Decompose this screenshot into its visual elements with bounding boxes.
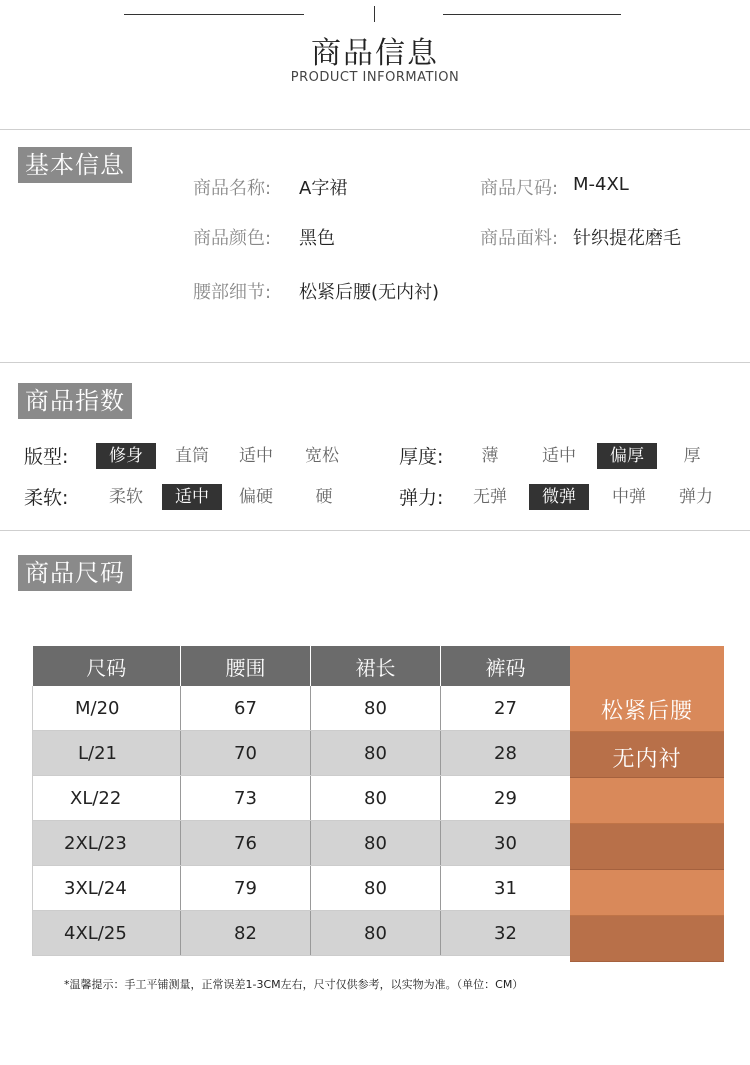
index-name-fit: 版型: [24, 446, 69, 468]
cell: 2XL/23 [33, 821, 181, 866]
index-option: 无弹 [473, 487, 507, 507]
index-name-elasticity: 弹力: [399, 487, 444, 509]
cell: 80 [311, 686, 441, 731]
page-subtitle: PRODUCT INFORMATION [290, 70, 460, 85]
section-label-size: 商品尺码 [18, 555, 132, 591]
index-option: 柔软 [109, 487, 143, 507]
index-option: 宽松 [305, 446, 339, 466]
cell: 80 [311, 866, 441, 911]
side-note-block [570, 778, 724, 824]
header-rule-center [374, 6, 375, 22]
table-row [33, 776, 571, 821]
index-option: 微弹 [529, 484, 589, 510]
side-note-text: 无内衬 [612, 747, 682, 772]
info-key-color: 商品颜色: [193, 228, 272, 249]
measurement-note: *温馨提示：手工平铺测量，正常误差1-3CM左右，尺寸仅供参考，以实物为准。（单位：CM） [64, 978, 524, 991]
side-note-block [570, 870, 724, 916]
info-key-name: 商品名称: [193, 178, 272, 199]
cell: 80 [311, 911, 441, 956]
info-value-fabric: 针织提花磨毛 [573, 228, 681, 249]
divider [0, 129, 750, 130]
cell: L/21 [33, 731, 181, 776]
header-size: 尺码 [33, 646, 181, 686]
cell: 30 [441, 821, 571, 866]
info-key-fabric: 商品面料: [480, 228, 559, 249]
side-note-header [570, 646, 724, 686]
side-note-block [570, 824, 724, 870]
index-option: 偏硬 [239, 487, 273, 507]
cell: 27 [441, 686, 571, 731]
divider [0, 362, 750, 363]
info-value-size: M-4XL [573, 174, 629, 195]
table-row [33, 686, 571, 731]
info-key-waist: 腰部细节: [193, 282, 272, 303]
page-title: 商品信息 [311, 36, 439, 71]
index-option: 弹力 [679, 487, 713, 507]
index-option: 适中 [239, 446, 273, 466]
index-option: 适中 [162, 484, 222, 510]
cell: 3XL/24 [33, 866, 181, 911]
table-row [33, 731, 571, 776]
index-option: 中弹 [612, 487, 646, 507]
cell: 80 [311, 776, 441, 821]
cell: 76 [181, 821, 311, 866]
table-row [33, 866, 571, 911]
cell: 79 [181, 866, 311, 911]
side-note-block [570, 916, 724, 962]
table-row [33, 821, 571, 866]
info-key-size: 商品尺码: [480, 178, 559, 199]
cell: M/20 [33, 686, 181, 731]
cell: 31 [441, 866, 571, 911]
index-option: 硬 [315, 487, 333, 507]
divider [0, 530, 750, 531]
cell: 82 [181, 911, 311, 956]
size-table [32, 646, 571, 956]
cell: 70 [181, 731, 311, 776]
header-rule-right [443, 14, 621, 15]
index-option: 厚 [683, 446, 701, 466]
index-name-thickness: 厚度: [399, 446, 444, 468]
header-pants-size: 裤码 [441, 646, 571, 686]
header-length: 裙长 [311, 646, 441, 686]
cell: 67 [181, 686, 311, 731]
index-option: 薄 [481, 446, 499, 466]
cell: 80 [311, 731, 441, 776]
cell: 73 [181, 776, 311, 821]
cell: 80 [311, 821, 441, 866]
table-row [33, 911, 571, 956]
info-value-color: 黑色 [299, 228, 335, 249]
index-option: 直筒 [175, 446, 209, 466]
info-value-name: A字裙 [299, 178, 348, 199]
size-table-header [33, 646, 571, 686]
header-waist: 腰围 [181, 646, 311, 686]
cell: 29 [441, 776, 571, 821]
index-name-softness: 柔软: [24, 487, 69, 509]
cell: 4XL/25 [33, 911, 181, 956]
info-value-waist: 松紧后腰(无内衬) [299, 282, 440, 303]
side-note-text: 松紧后腰 [600, 699, 693, 724]
header-rule-left [124, 14, 304, 15]
cell: XL/22 [33, 776, 181, 821]
section-label-index: 商品指数 [18, 383, 132, 419]
index-option: 修身 [96, 443, 156, 469]
cell: 28 [441, 731, 571, 776]
index-option: 偏厚 [597, 443, 657, 469]
index-option: 适中 [542, 446, 576, 466]
section-label-basic: 基本信息 [18, 147, 132, 183]
cell: 32 [441, 911, 571, 956]
